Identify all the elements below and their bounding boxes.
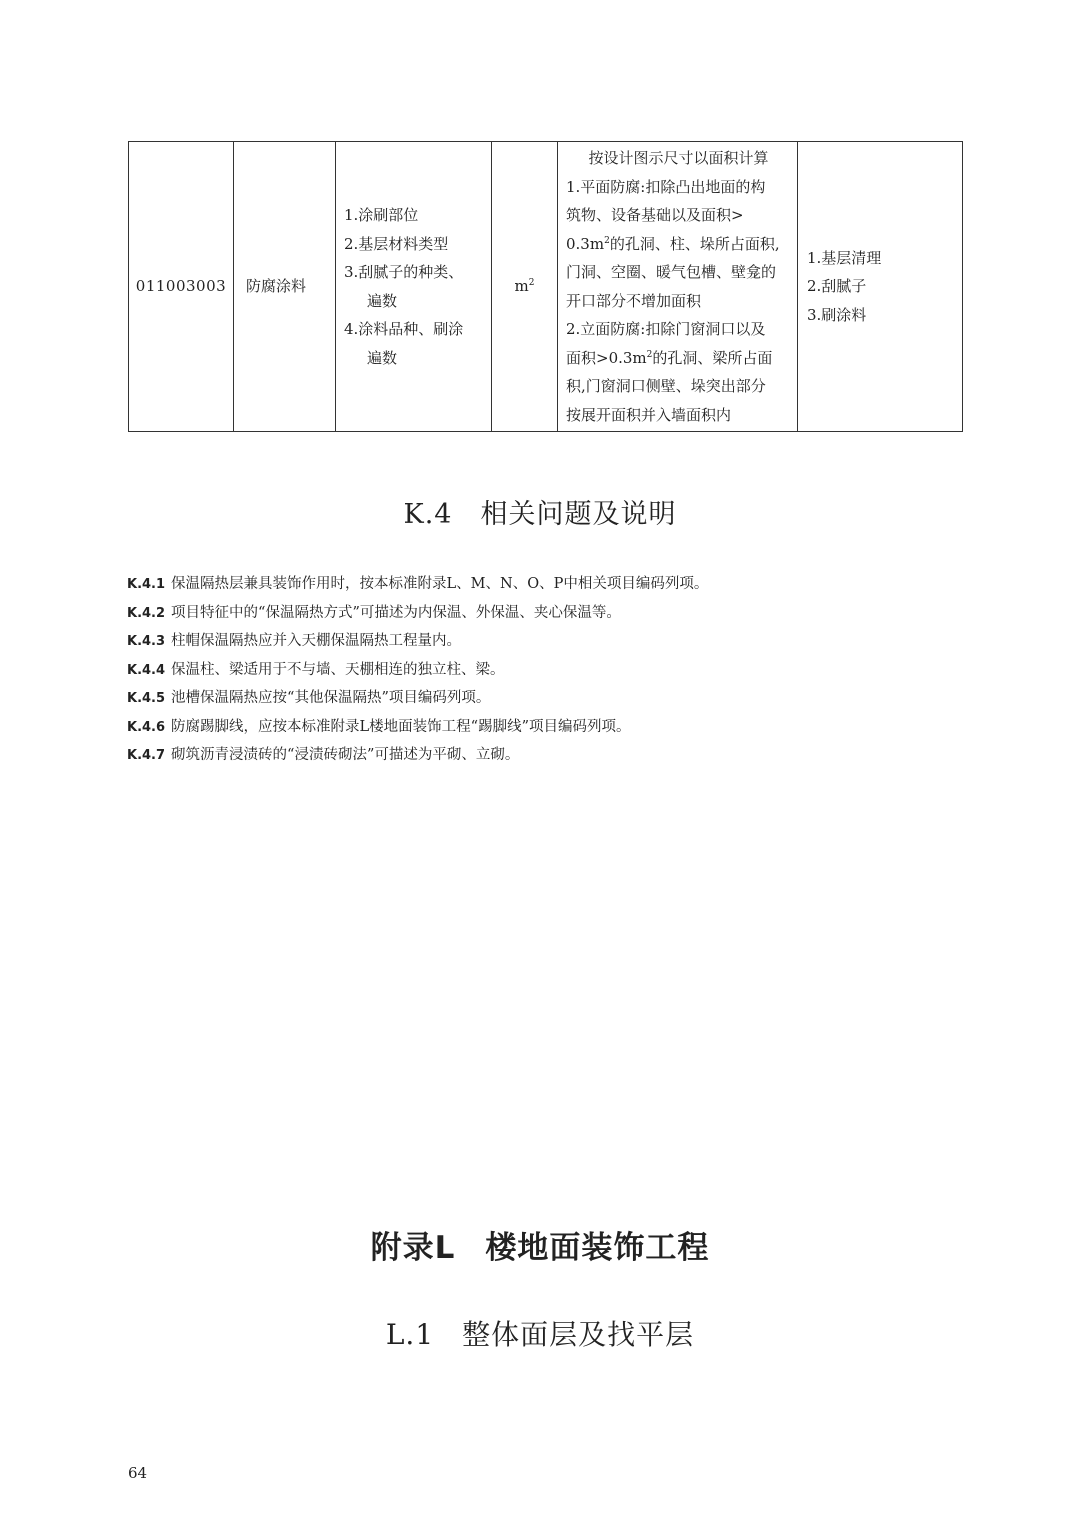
list-item xyxy=(127,741,708,770)
feature-line: 1.涂刷部位 xyxy=(344,206,419,224)
list-item xyxy=(127,684,708,713)
note-text: 池槽保温隔热应按“其他保温隔热”项目编码列项。 xyxy=(171,690,491,706)
rule-text: 面积>0.3m xyxy=(566,348,647,367)
appendix-title: 楼地面装饰工程 xyxy=(485,1230,710,1266)
list-item xyxy=(127,570,708,599)
table-row xyxy=(129,142,963,432)
section-number: L.1 xyxy=(385,1318,435,1351)
work-line: 3.刷涂料 xyxy=(807,305,867,324)
list-item xyxy=(127,656,708,685)
rule-line: 门洞、空圈、暖气包槽、壁龛的 xyxy=(566,263,777,281)
page-number: 64 xyxy=(128,1464,148,1482)
rule-line: 按展开面积并入墙面积内 xyxy=(566,405,732,424)
rule-text: 0.3m xyxy=(566,234,605,253)
feature-line: 4.涂料品种、刷涂 xyxy=(344,320,464,338)
item-features xyxy=(336,142,492,432)
section-title: 整体面层及找平层 xyxy=(462,1318,695,1351)
list-item xyxy=(127,599,708,628)
note-text: 保温柱、梁适用于不与墙、天棚相连的独立柱、梁。 xyxy=(171,661,505,678)
note-number: K.4.1 xyxy=(127,577,166,592)
note-number: K.4.5 xyxy=(127,691,166,706)
list-item xyxy=(127,713,708,742)
work-line: 2.刮腻子 xyxy=(807,277,867,296)
note-number: K.4.3 xyxy=(127,634,166,649)
note-number: K.4.2 xyxy=(127,605,166,621)
note-text: 防腐踢脚线，应按本标准附录L楼地面装饰工程“踢脚线”项目编码列项。 xyxy=(171,718,631,735)
feature-line: 遍数 xyxy=(367,291,398,310)
rule-line: 积,门窗洞口侧壁、垛突出部分 xyxy=(566,377,766,395)
section-heading-l1 xyxy=(0,1313,1080,1353)
section-number: K.4 xyxy=(403,499,453,530)
rule-text: 的孔洞、梁所占面 xyxy=(652,348,773,367)
item-work-content xyxy=(798,142,963,432)
superscript: 2 xyxy=(604,235,610,246)
work-line: 1.基层清理 xyxy=(807,248,882,267)
feature-line: 2.基层材料类型 xyxy=(344,234,449,253)
item-calc-rule xyxy=(558,142,798,432)
note-number: K.4.4 xyxy=(127,662,166,678)
note-number: K.4.7 xyxy=(127,748,166,763)
appendix-label: 附录L xyxy=(370,1230,456,1266)
rule-line: 开口部分不增加面积 xyxy=(566,291,702,310)
note-text: 保温隔热层兼具装饰作用时，按本标准附录L、M、N、O、P中相关项目编码列项。 xyxy=(171,576,709,592)
section-title: 相关问题及说明 xyxy=(480,499,677,530)
item-code: 011003003 xyxy=(129,142,234,432)
superscript: 2 xyxy=(646,349,653,360)
section-heading-k4 xyxy=(0,492,1080,531)
unit-text: m xyxy=(514,277,529,296)
feature-line: 3.刮腻子的种类、 xyxy=(344,263,464,281)
notes-list xyxy=(127,570,708,770)
note-number: K.4.6 xyxy=(127,719,166,735)
appendix-heading xyxy=(0,1222,1080,1267)
note-text: 柱帽保温隔热应并入天棚保温隔热工程量内。 xyxy=(171,633,462,649)
rule-heading: 按设计图示尺寸以面积计算 xyxy=(588,149,769,167)
rule-line xyxy=(566,230,791,259)
note-text: 砌筑沥青浸渍砖的“浸渍砖砌法”可描述为平砌、立砌。 xyxy=(171,747,520,763)
rule-text: 的孔洞、柱、垛所占面积, xyxy=(609,234,780,253)
rule-line: 1.平面防腐:扣除凸出地面的构 xyxy=(566,177,766,196)
item-name: 防腐涂料 xyxy=(234,142,336,432)
rule-line xyxy=(566,344,791,373)
feature-line: 遍数 xyxy=(367,348,398,367)
list-item xyxy=(127,627,708,656)
rule-line: 2.立面防腐:扣除门窗洞口以及 xyxy=(566,320,766,338)
rule-line: 筑物、设备基础以及面积> xyxy=(566,206,744,224)
spec-table xyxy=(128,141,963,432)
unit-superscript: 2 xyxy=(528,278,535,289)
note-text: 项目特征中的“保温隔热方式”可描述为内保温、外保温、夹心保温等。 xyxy=(171,604,621,621)
item-unit xyxy=(492,142,558,432)
